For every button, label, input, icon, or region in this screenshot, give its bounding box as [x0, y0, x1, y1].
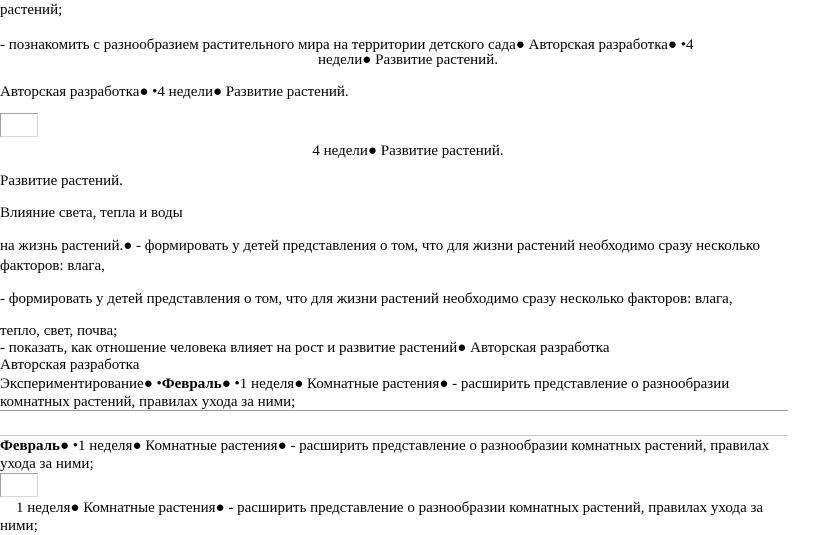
- divider: [0, 410, 788, 411]
- text-line: - познакомить с разнообразием растительного мира на территории детского сада● Авторская разработка● •4: [0, 37, 694, 53]
- text-line: [0, 376, 729, 393]
- text-line: тепло, свет, почва;: [0, 323, 118, 339]
- text-line: - показать, как отношение человека влияет на рост и развитие растений● Авторская разработка: [0, 340, 610, 356]
- text-line: ними;: [0, 518, 38, 534]
- text-line: 4 недели● Развитие растений.: [312, 143, 504, 159]
- text-line: ухода за ними;: [0, 456, 94, 472]
- text-segment: ● •1 неделя● Комнатные растения● - расширить представление о разнообразии: [221, 376, 730, 392]
- empty-image-placeholder: [0, 473, 38, 497]
- month-label: Февраль: [161, 376, 222, 392]
- text-line: Влияние света, тепла и воды: [0, 205, 183, 221]
- empty-image-placeholder: [0, 113, 38, 137]
- text-line: факторов: влага,: [0, 258, 105, 274]
- text-line: на жизнь растений.● - формировать у детей представления о том, что для жизни растений необходимо сразу несколько: [0, 238, 760, 254]
- text-line: [0, 438, 769, 455]
- text-line: Развитие растений.: [0, 173, 123, 189]
- text-line: недели● Развитие растений.: [318, 52, 498, 68]
- text-line: 1 неделя● Комнатные растения● - расширить представление о разнообразии комнатных растений, правилах ухода за: [16, 500, 764, 516]
- text-line: - формировать у детей представления о том, что для жизни растений необходимо сразу несколько факторов: влага,: [0, 291, 733, 307]
- month-label: Февраль: [0, 438, 60, 454]
- text-line: растений;: [0, 2, 63, 18]
- text-segment: Экспериментирование● •: [0, 376, 162, 392]
- text-line: Авторская разработка● •4 недели● Развитие растений.: [0, 84, 349, 100]
- text-segment: ● •1 неделя● Комнатные растения● - расширить представление о разнообразии комнатных растений, правилах: [59, 438, 770, 454]
- divider: [0, 435, 788, 436]
- text-line: Авторская разработка: [0, 357, 140, 373]
- text-line: комнатных растений, правилах ухода за ними;: [0, 394, 296, 410]
